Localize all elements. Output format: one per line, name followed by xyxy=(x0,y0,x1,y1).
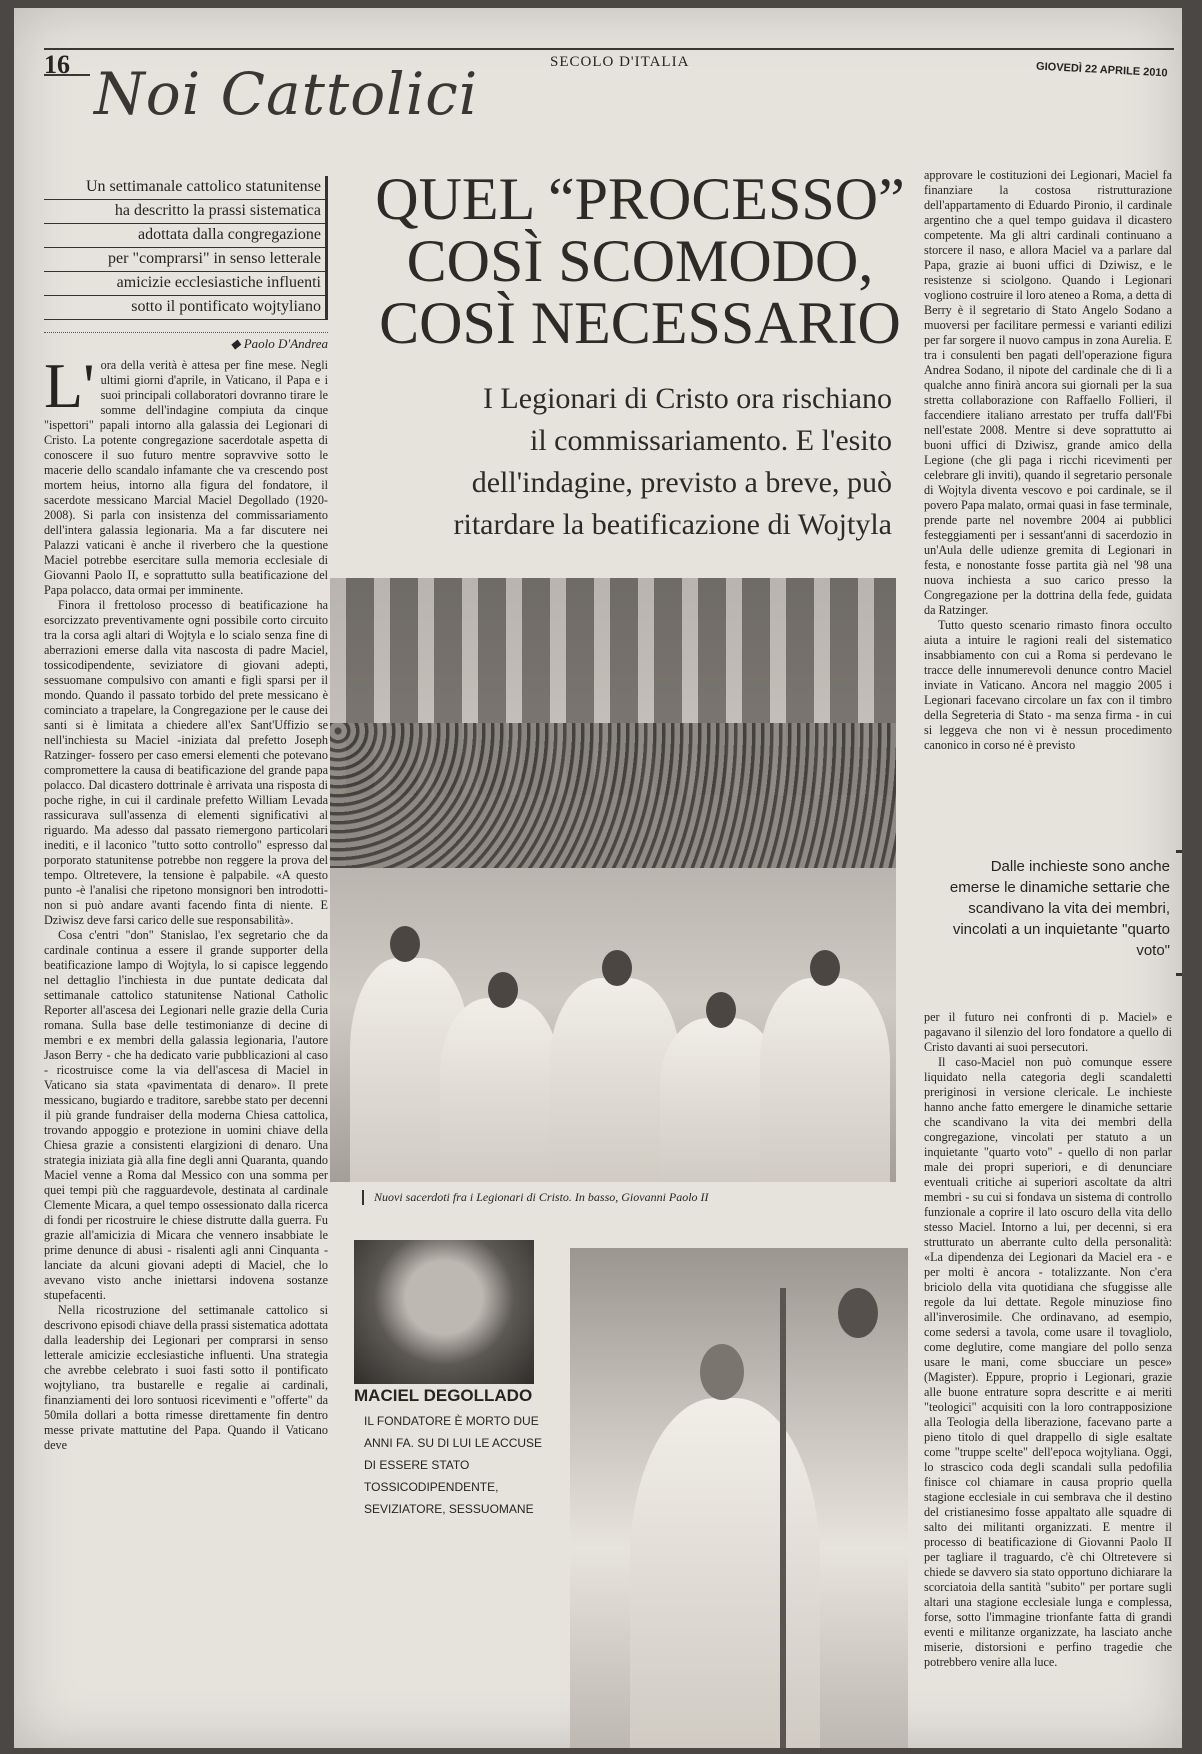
subheadline-line: I Legionari di Cristo ora rischiano xyxy=(482,382,892,415)
paragraph: per il futuro nei confronti di p. Maciel» e pagavano il silenzio del loro fondatore a quello di Cristo davanti ai suoi persecutori. xyxy=(924,1010,1172,1054)
issue-date: GIOVEDÌ 22 APRILE 2010 xyxy=(1036,60,1169,80)
photo-priest-head xyxy=(488,972,518,1008)
portrait-maciel-degollado xyxy=(354,1240,534,1384)
article-column-3-bottom xyxy=(924,1010,1172,1740)
photo-crowd xyxy=(330,723,896,868)
photo-priest-head xyxy=(810,950,840,986)
headline-line: COSÌ NECESSARIO xyxy=(379,290,901,356)
photo-priest-head xyxy=(706,992,736,1028)
subheadline-line: dell'indagine, previsto a breve, può xyxy=(471,466,892,499)
subheadline-line: il commissariamento. E l'esito xyxy=(529,424,892,457)
subheadline xyxy=(344,378,892,546)
photo-pope-john-paul-ii xyxy=(570,1248,908,1748)
photo-caption: Nuovi sacerdoti fra i Legionari di Cristo. In basso, Giovanni Paolo II xyxy=(362,1190,894,1205)
photo-attendant-head xyxy=(838,1288,878,1338)
photo-new-priests xyxy=(330,578,896,1182)
subheadline-line: ritardare la beatificazione di Wojtyla xyxy=(453,508,892,541)
headline-line: QUEL “PROCESSO” xyxy=(375,166,905,232)
author-name: Paolo D'Andrea xyxy=(243,336,328,351)
photo-pope-head xyxy=(700,1344,744,1400)
photo-priest-head xyxy=(390,926,420,962)
headline-line: COSÌ SCOMODO, xyxy=(406,228,874,294)
photo-priest-figure xyxy=(440,998,560,1182)
pull-quote: Dalle inchieste sono anche emerse le dinamiche settarie che scandivano la vita dei membri, vincolati a un inquietante "quarto voto" xyxy=(949,858,1170,959)
article-column-1 xyxy=(44,358,328,1736)
drop-cap: L' xyxy=(44,358,95,421)
paragraph: Il caso-Maciel non può comunque essere liquidato nella categoria degli scandaletti preriginosi in versione clericale. Le inchieste hanno anche fatto emergere le dinamiche settarie che scandivano la vita dei membri della congregazione, vincolati per statuto a un inquietante "quarto voto" - quello di non parlar male dei propri superiori, e di denunciare eventuali critiche ai superiori ascoltate da altri membri - su cui si fondava un sistema di controllo funzionale a coprire il lato oscuro della vita dello stesso Maciel. Intorno a lui, per decenni, si era strutturato un aberrante culto della personalità: «La dipendenza dei Legionari da Maciel era - e per molti è ancora - totalizzante. Non c'era briciolo della vita quotidiana che sfuggisse alle regole da lui dettate. Regole minuziose fino all'inverosimile. Che ordinavano, ad esempio, come sedersi a tavola, come usare il tovagliolo, come deglutire, come mangiare del pollo senza usare le mani, come sbucciare un pesce» (Magister). Eppure, proprio i Legionari, grazie alle buone entrature sopra descritte e ai meriti "teologici" acquisiti con la loro contrapposizione alla Teologia della liberazione, facevano parte a pieno titolo di quel drappello di sigle esaltate come "truppe scelte" dell'epoca wojtyliana. Oggi, lo strascico coda degli scandali sulla pedofilia finisce col chiamare in causa proprio quella stagione ecclesiale in cui sembrava che il destino del cristianesimo fosse appaltato alle squadre di salto dei militanti organizzati. E mentre il processo di beatificazione di Giovanni Paolo II per tagliare il traguardo, c'è chi Oltretevere si chiede se davvero sia stato opportuno dichiarare la scorciatoia della santità "subito" per portare sugli altari una stagione ecclesiale lunga e complessa, forse, sotto l'immagine trionfante fatta di grandi eventi e militanze organizzate, ha lasciato anche miserie, distorsioni e perfino tragedie che potrebbero venire alla luce. xyxy=(924,1055,1172,1669)
kicker-line: per "comprarsi" in senso letterale xyxy=(44,248,328,272)
newspaper-page xyxy=(14,8,1182,1748)
kicker-line: ha descritto la prassi sistematica xyxy=(44,200,328,224)
sidebox-text: IL FONDATORE È MORTO DUE ANNI FA. SU DI LUI LE ACCUSE DI ESSERE STATO TOSSICODIPENDENTE, SEVIZIATORE, SESSUOMANE xyxy=(364,1414,543,1516)
photo-priest-head xyxy=(602,950,632,986)
photo-priest-figure xyxy=(760,978,890,1182)
kicker-box xyxy=(44,176,328,320)
kicker-line: sotto il pontificato wojtyliano xyxy=(44,296,328,320)
newspaper-name: SECOLO D'ITALIA xyxy=(550,54,690,70)
pull-quote-brace xyxy=(1176,850,1182,976)
kicker-line: amicizie ecclesiastiche influenti xyxy=(44,272,328,296)
paragraph: approvare le costituzioni dei Legionari, Maciel fa finanziare la costosa ristrutturazione dell'appartamento di Eduardo Pironio, il cardinale argentino che a quel tempo guidava il dicastero competente. Ma gli altri cardinali continuano a storcere il naso, e allora Maciel va a parlare dal Papa, grazie ai buoni uffici di Dziwisz, e le resistenze si sciolgono. Quando i Legionari vogliono costruire il loro ateneo a Roma, a detta di Berry è il segretario di Stato Angelo Sodano a muoversi per facilitare permessi e varianti edilizi per far sorgere il nuovo campus in zona Aurelia. E tra i consulenti ben pagati dell'operazione figura Andrea Sodano, il nipote del cardinale che di lì a qualche anno finirà ancora sui giornali per la sua stretta collaborazione con Raffaello Follieri, il faccendiere italiano arrestato per truffa dall'Fbi nell'estate 2008. Mentre si deve soprattutto ai buoni uffici di Dziwisz, grande amico della Legione (che gli paga i ricchi ricevimenti per celebrare gli inviti), quando il segretario personale di Wojtyla diventa vescovo e poi cardinale, se il povero Papa malato, ormai quasi in fase terminale, prende parte nel novembre 2004 ai pubblici festeggiamenti per i sessant'anni di sacerdozio in un'Aula delle udienze gremita di Legionari in festa, e nonostante fosse partita già nel '98 una nuova inchiesta a suo carico presso la Congregazione per la dottrina della fede, guidata da Ratzinger. xyxy=(924,168,1172,617)
paragraph: ora della verità è attesa per fine mese. Negli ultimi giorni d'aprile, in Vaticano, il Papa e i suoi principali collaboratori dovranno tirare le somme dell'indagine compiuta da cinque "ispettori" papali intorno alla galassia dei Legionari di Cristo. La potente congregazione sacerdotale aspetta di conoscere il suo futuro mentre sopravvive sotto le macerie dello scandalo infamante che va crescendo post mortem heius, intorno alla figura del fondatore, il sacerdote messicano Marcial Maciel Degollado (1920-2008). Si parla con insistenza del commissariamento dell'intera galassia legionaria. Ma a far discutere nei Palazzi vaticani è anche il riverbero che la questione Maciel potrebbe esercitare sulla memoria ecclesiale di Giovanni Paolo II, e soprattutto sulla beatificazione del Papa polacco, data ormai per imminente. xyxy=(44,358,328,597)
kicker-line: Un settimanale cattolico statunitense xyxy=(44,176,328,200)
paragraph: Cosa c'entri "don" Stanislao, l'ex segretario che da cardinale continua a essere il grande supporter della beatificazione lampo di Wojtyla, lo si capisce leggendo nel dettaglio l'inchiesta in due puntate dedicata dal settimanale cattolico statunitense National Catholic Reporter all'ascesa dei Legionari nelle grazie della Curia romana. Sulla base delle testimonianze di decine di membri e ex membri della galassia legionaria, l'autore Jason Berry - che ha dedicato varie pubblicazioni al caso - ricostruisce come la via dell'ascesa di Maciel in Vaticano sia stata «pavimentata di denaro». Il prete messicano, bugiardo e traditore, sarebbe stato per decenni il più grande fundraiser della moderna Chiesa cattolica, trovando appoggio e protezione in uomini chiave della Chiesa grazie a consistenti elargizioni di denaro. Una strategia iniziata già alla fine degli anni Quaranta, quando Maciel venne a Roma dal Messico con una somma per quei tempi più che ragguardevole, destinata al cardinale Clemente Micara, a quel tempo ossessionato dalla ricerca di fondi per ricostruire le chiese distrutte dalla guerra. Fu grazie all'amicizia di Micara che vennero insabbiate le prime denunce di abusi - risalenti agli anni Cinquanta - lanciate da alcuni giovani adepti di Maciel, che lo avevano visto anche iniettarsi indovena sostanze stupefacenti. xyxy=(44,928,328,1302)
section-title: Noi Cattolici xyxy=(94,60,479,128)
sidebox-title: MACIEL DEGOLLADO xyxy=(354,1386,533,1405)
kicker-line: adottata dalla congregazione xyxy=(44,224,328,248)
photo-pastoral-staff xyxy=(780,1288,786,1748)
masthead-rule xyxy=(44,48,1174,50)
headline xyxy=(344,168,936,354)
paragraph: Finora il frettoloso processo di beatificazione ha esorcizzato preventivamente ogni possibile corto circuito tra la corsa agli altari di Wojtyla e lo scialo senza fine di aberrazioni emerse dalla vita nascosta di padre Maciel, tossicodipendente, seviziatore di giovani adepti, sessuomane compulsivo con amanti e figli sparsi per il mondo. Quando il passato torbido del prete messicano è cominciato a trapelare, la Congregazione per le cause dei santi si è limitata a chiedere all'ex Sant'Uffizio se nell'inchiesta su Maciel -iniziata dal prefetto Joseph Ratzinger- fossero per caso emersi elementi che potevano compromettere la causa di beatificazione del grande papa polacco. Dal dicastero dottrinale è arrivata una risposta di poche righe, in cui il cardinale prefetto William Levada rassicurava sull'assenza di elementi significativi al riguardo. Ma adesso dal passato riemergono particolari inediti, e il laconico "tutto sotto controllo" espresso dal porporato statunitense potrebbe non reggere la prova del tempo. Oltretevere, la tensione è palpabile. «A questo punto -è l'analisi che ripetono monsignori ben introdotti- non si può andare avanti facendo finta di niente. E Dziwisz deve farsi carico delle sue responsabilità». xyxy=(44,598,328,927)
photo-pope-figure xyxy=(630,1398,820,1748)
paragraph: Tutto questo scenario rimasto finora occulto aiuta a intuire le ragioni reali del sistematico insabbiamento con cui a Roma si perdevano le tracce delle innumerevoli denunce contro Maciel inviate in Vaticano. Ancora nel maggio 2005 i Legionari facevano circolare un fax con il timbro della Segreteria di Stato - ma senza firma - in cui si leggeva che non vi è nessun procedimento canonico in corso né è previsto xyxy=(924,618,1172,752)
paragraph: Nella ricostruzione del settimanale cattolico si descrivono episodi chiave della prassi sistematica adottata dalla leadership dei Legionari per comprarsi in senso letterale amicizie ecclesiastiche influenti. Una strategia che avrebbe celebrato i suoi fasti sotto il pontificato wojtyliano, tra bustarelle e regalie ai cardinali, finanziamenti dei loro sontuosi ricevimenti e "offerte" da 50mila dollari a botta rimesse direttamente fin dentro messe private mattutine del Papa. Quando il Vaticano deve xyxy=(44,1303,328,1452)
page-number: 16 xyxy=(44,50,70,79)
author-byline: ◆ Paolo D'Andrea xyxy=(44,332,328,352)
article-column-3-top xyxy=(924,168,1172,830)
